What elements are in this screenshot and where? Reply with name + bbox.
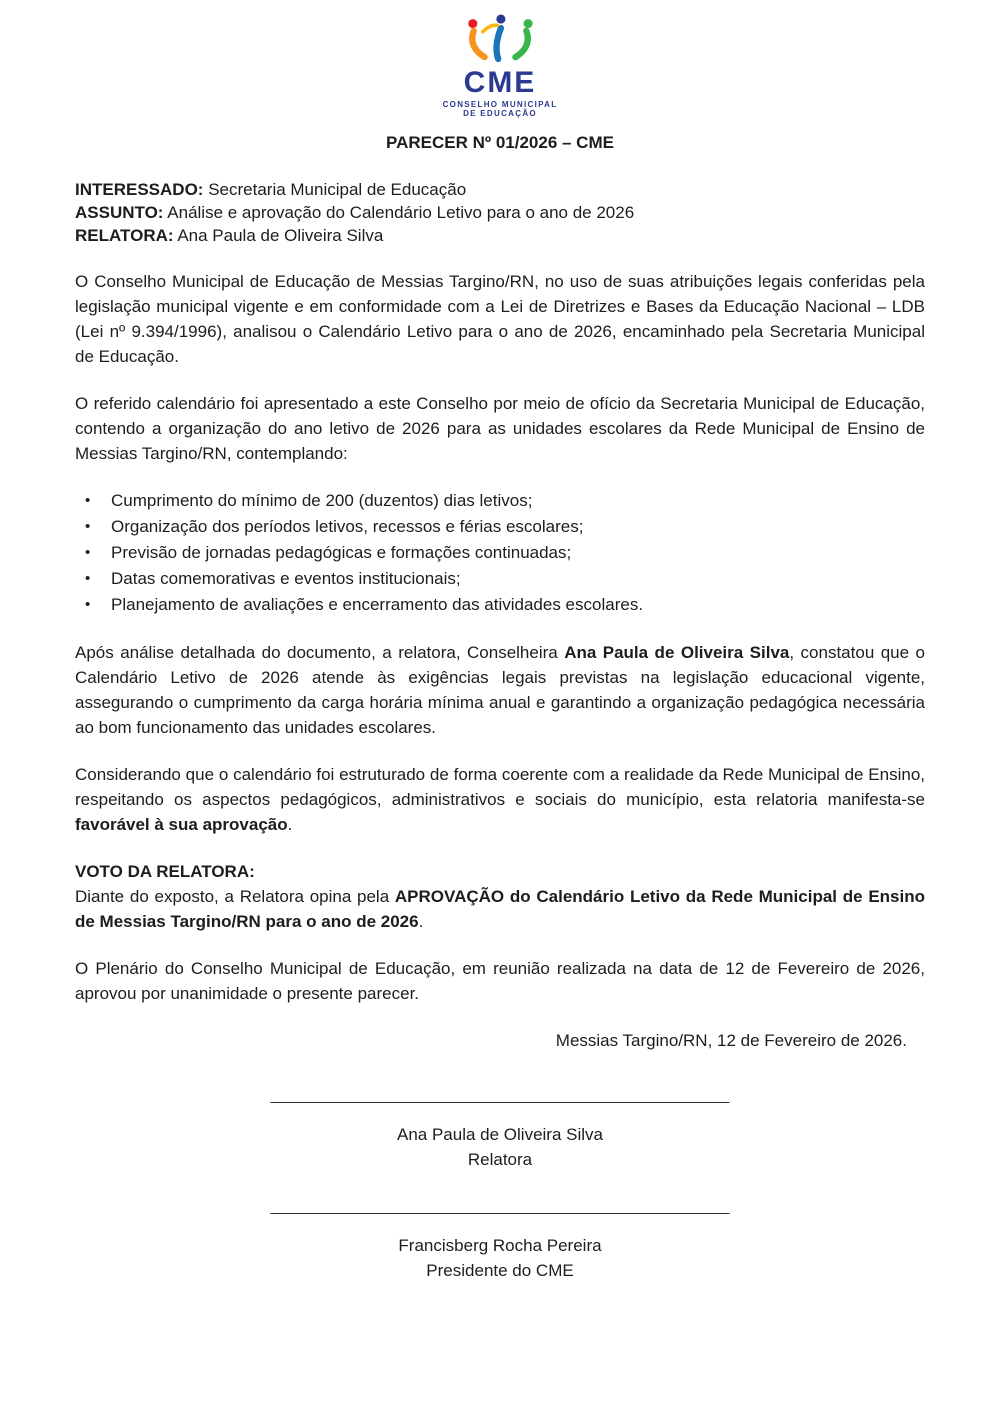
voto-aprovacao: APROVAÇÃO do Calendário Letivo da Rede Municipal de Ensino de Messias Targino/RN para o ano de 2026 [75,887,925,931]
field-assunto-value: Análise e aprovação do Calendário Letivo para o ano de 2026 [163,203,635,222]
signature-line-presidente: _______________________________________________________ [270,1198,730,1215]
voto-heading: VOTO DA RELATORA: [75,862,255,881]
dateline: Messias Targino/RN, 12 de Fevereiro de 2026. [555,1031,907,1050]
field-interessado-value: Secretaria Municipal de Educação [203,180,467,199]
signature-name-presidente: Francisberg Rocha Pereira [398,1236,602,1255]
field-assunto-label: ASSUNTO: [75,203,164,222]
consideracao-text-start: Considerando que o calendário foi estruturado de forma coerente com a realidade da Rede Municipal de Ensino, respeitando os aspectos pedagógicos, administrativos e sociais do município, esta relatoria manifesta-se [75,765,925,809]
bullet-item-jornadas: • Previsão de jornadas pedagógicas e formações continuadas; [75,540,925,566]
voto-text-start: Diante do exposto, a Relatora opina pela [75,887,395,906]
analise-relatora-name: Ana Paula de Oliveira Silva [564,643,790,662]
header-fields [75,178,925,247]
paragraph-plenario: O Plenário do Conselho Municipal de Educação, em reunião realizada na data de 12 de Fevereiro de 2026, aprovou por unanimidade o presente parecer. [75,959,925,1003]
field-assunto [75,201,925,224]
paragraph-analise [75,640,925,740]
figure-middle-body [496,28,500,59]
signature-block-relatora [75,1083,925,1172]
bullet-item-dias-letivos: • Cumprimento do mínimo de 200 (duzentos) dias letivos; [75,488,925,514]
field-interessado [75,178,925,201]
field-relatora-label: RELATORA: [75,226,174,245]
bullet-item-avaliacoes: • Planejamento de avaliações e encerramento das atividades escolares. [75,592,925,618]
logo [75,10,925,118]
paragraph-intro: O Conselho Municipal de Educação de Messias Targino/RN, no uso de suas atribuições legais conferidas pela legislação municipal vigente e em conformidade com a Lei de Diretrizes e Bases da Educação Nacional – LDB (Lei nº 9.394/1996), analisou o Calendário Letivo para o ano de 2026, encaminhado pela Secretaria Municipal de Educação. [75,272,925,366]
document-title: PARECER Nº 01/2026 – CME [386,133,614,152]
figure-accent-arm [483,25,498,32]
figure-right-body [515,31,527,57]
logo-subtitle-line1: CONSELHO MUNICIPAL [442,100,558,109]
figure-middle-head [496,15,505,24]
consideracao-text-end: . [287,815,293,834]
paragraph-apresentacao: O referido calendário foi apresentado a este Conselho por meio de ofício da Secretaria Municipal de Educação, contendo a organização do ano letivo de 2026 para as unidades escolares da Rede Municipal de Ensino de Messias Targino/RN, contemplando: [75,394,925,463]
logo-subtitle-line2: DE EDUCAÇÃO [463,109,537,118]
figure-right-head [524,19,533,28]
cme-logo-figures-icon [450,10,550,68]
figure-left-body [472,31,484,57]
bullet-list [75,488,925,618]
signature-role-relatora: Relatora [467,1150,533,1169]
voto-text-end: . [418,912,424,931]
voto-text [75,884,925,934]
figure-left-head [468,19,477,28]
field-relatora [75,224,925,247]
signature-role-presidente: Presidente do CME [426,1261,574,1280]
bullet-item-periodos: • Organização dos períodos letivos, recessos e férias escolares; [75,514,925,540]
consideracao-favoravel: favorável à sua aprovação [75,815,288,834]
bullet-item-datas: • Datas comemorativas e eventos institucionais; [75,566,925,592]
field-interessado-label: INTERESSADO: [75,180,204,199]
logo-subtitle [75,100,925,118]
analise-text-start: Após análise detalhada do documento, a relatora, Conselheira [75,643,565,662]
field-relatora-value: Ana Paula de Oliveira Silva [173,226,384,245]
signature-name-relatora: Ana Paula de Oliveira Silva [396,1125,603,1144]
logo-acronym: CME [463,66,537,99]
analise-text-end: , constatou que o Calendário Letivo de 2026 atende às exigências legais previstas na legislação educacional vigente, assegurando o cumprimento da carga horária mínima anual e garantindo a organização pedagógica necessária ao bom funcionamento das unidades escolares. [75,643,925,737]
paragraph-consideracao [75,762,925,837]
signature-line-relatora: _______________________________________________________ [270,1087,730,1104]
signature-block-presidente [75,1194,925,1283]
